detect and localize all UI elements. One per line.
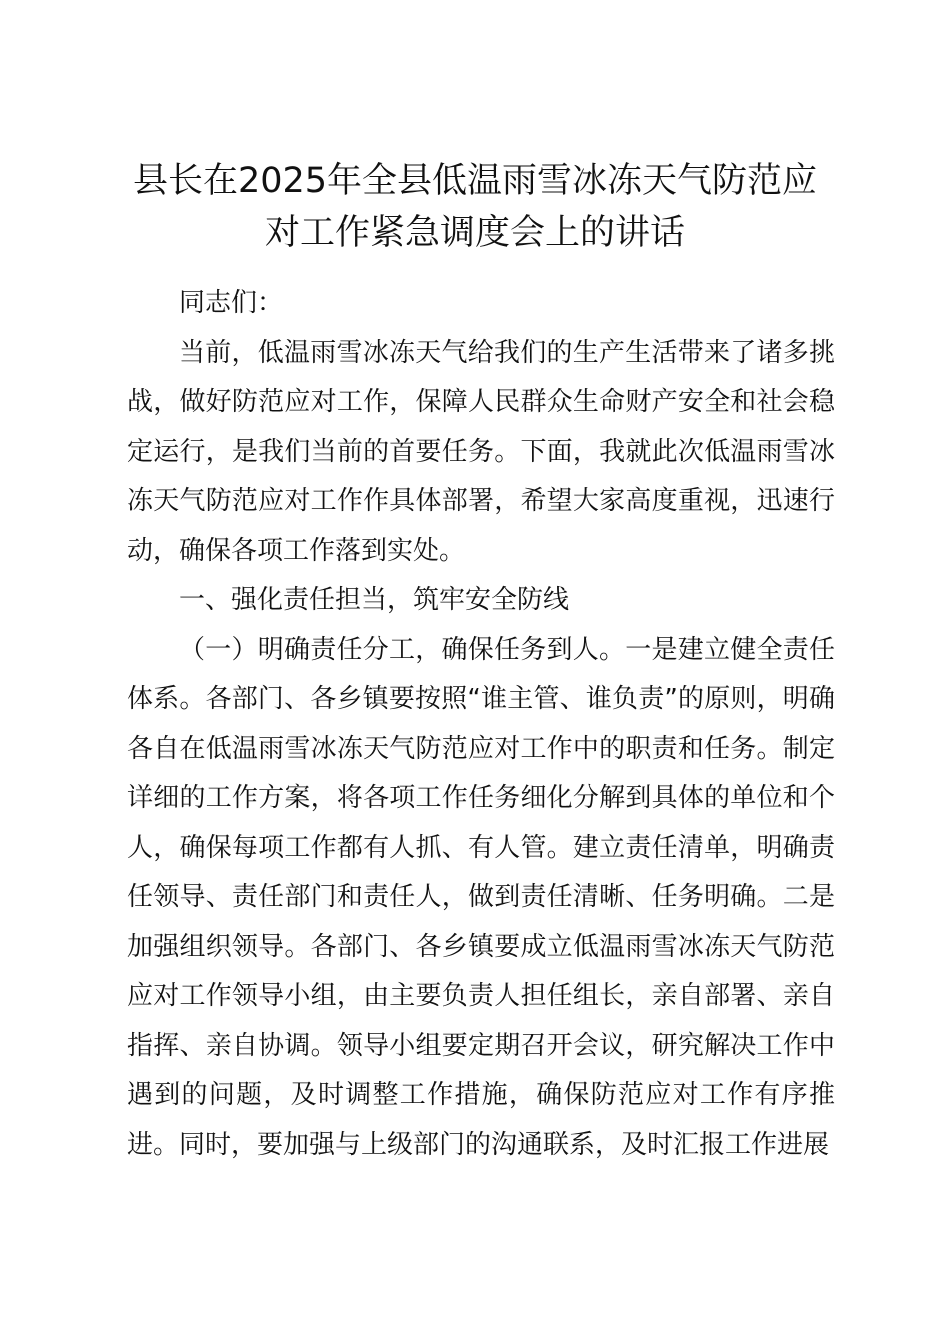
paragraph-responsibility: （一）明确责任分工，确保任务到人。一是建立健全责任体系。各部门、各乡镇要按照“谁主管、谁负责”的原则，明确各自在低温雨雪冰冻天气防范应对工作中的职责和任务。制定详细的工作方案，将各项工作任务细化分解到具体的单位和个人，确保每项工作都有人抓、有人管。建立责任清单，明确责任领导、责任部门和责任人，做到责任清晰、任务明确。二是加强组织领导。各部门、各乡镇要成立低温雨雪冰冻天气防范应对工作领导小组，由主要负责人担任组长，亲自部署、亲自指挥、亲自协调。领导小组要定期召开会议，研究解决工作中遇到的问题，及时调整工作措施，确保防范应对工作有序推进。同时，要加强与上级部门的沟通联系，及时汇报工作进展 bbox=[127, 634, 835, 1160]
section-heading: 一、强化责任担当，筑牢安全防线 bbox=[179, 585, 570, 615]
document-body bbox=[127, 279, 835, 1170]
paragraph-intro: 当前，低温雨雪冰冻天气给我们的生产生活带来了诸多挑战，做好防范应对工作，保障人民群众生命财产安全和社会稳定运行，是我们当前的首要任务。下面，我就此次低温雨雪冰冻天气防范应对工作作具体部署，希望大家高度重视，迅速行动，确保各项工作落到实处。 bbox=[127, 337, 835, 566]
salutation: 同志们： bbox=[179, 288, 284, 318]
document-title: 县长在2025年全县低温雨雪冰冻天气防范应对工作紧急调度会上的讲话 bbox=[132, 161, 818, 253]
